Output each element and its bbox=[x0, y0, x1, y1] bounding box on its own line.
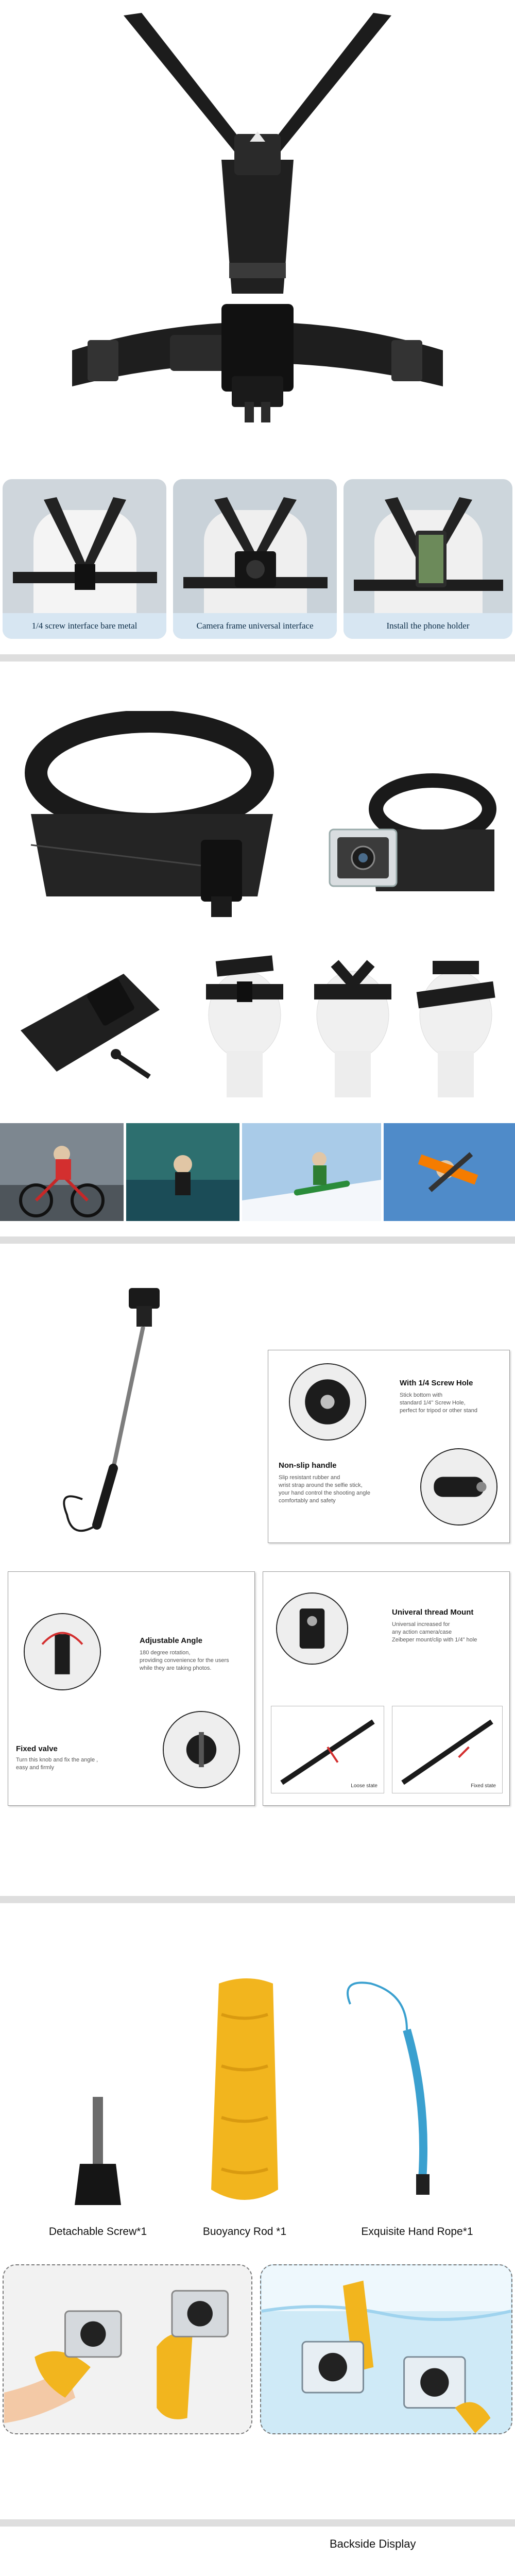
mannequin-front-photo bbox=[196, 953, 294, 1108]
activity-snowboard-photo bbox=[242, 1123, 381, 1221]
non-slip-detail-image bbox=[420, 1448, 497, 1526]
section-divider bbox=[0, 654, 515, 662]
thread-mount-panel bbox=[263, 1571, 510, 1806]
caption-strip bbox=[3, 613, 166, 639]
screw-hole-panel bbox=[268, 1350, 510, 1543]
non-slip-desc: Slip resistant rubber and wrist strap around the selfie stick, your hand control the shooting angle comfortably and safety bbox=[279, 1475, 370, 1504]
fixed-valve-detail-image bbox=[163, 1711, 240, 1788]
caption-text: Camera frame universal interface bbox=[196, 621, 314, 631]
adjustable-angle-title: Adjustable Angle bbox=[140, 1636, 202, 1645]
selfie-stick-photo bbox=[36, 1283, 191, 1551]
adjustable-angle-panel bbox=[8, 1571, 255, 1806]
accessory-label-hand-rope: Exquisite Hand Rope*1 bbox=[361, 2226, 473, 2238]
loose-state-image bbox=[271, 1706, 384, 1793]
activity-cycling-photo bbox=[0, 1123, 124, 1221]
caption-text: Install the phone holder bbox=[386, 621, 470, 631]
buoyancy-rod-photo bbox=[191, 1973, 299, 2215]
mannequin-side-photo bbox=[304, 953, 402, 1108]
thread-mount-title: Univeral thread Mount bbox=[392, 1608, 474, 1617]
screw-hole-title: With 1/4 Screw Hole bbox=[400, 1379, 473, 1387]
section-divider bbox=[0, 1896, 515, 1903]
activity-water-photo bbox=[126, 1123, 239, 1221]
adjustable-angle-desc: 180 degree rotation, providing convenience for the users while they are taking photos. bbox=[140, 1650, 229, 1671]
screw-hole-desc: Stick bottom with standard 1/4'' Screw Hole, perfect for tripod or other stand bbox=[400, 1392, 478, 1414]
float-handheld-photo bbox=[3, 2264, 252, 2434]
harness-photo-bare-metal bbox=[3, 479, 166, 639]
caption-strip bbox=[173, 613, 337, 639]
head-strap-with-camera-photo bbox=[314, 773, 500, 922]
thread-mount-detail-image bbox=[276, 1592, 348, 1665]
head-strap-photo bbox=[15, 711, 283, 933]
chest-harness-photo bbox=[52, 5, 464, 453]
thread-mount-desc: Universal increased for any action camera/case Zeibeper mount/clip with 1/4" hole bbox=[392, 1621, 477, 1643]
screw-hole-detail-image bbox=[289, 1363, 366, 1440]
harness-photo-phone-holder bbox=[344, 479, 512, 639]
fixed-state-image bbox=[392, 1706, 503, 1793]
activity-skydive-photo bbox=[384, 1123, 515, 1221]
accessory-label-screw: Detachable Screw*1 bbox=[48, 2226, 147, 2238]
mannequin-back-photo bbox=[407, 953, 505, 1108]
backside-display-title: Backside Display bbox=[330, 2537, 416, 2550]
backside-display-photo bbox=[242, 2563, 510, 2576]
fixed-state-label: Fixed state bbox=[471, 1783, 496, 1789]
float-underwater-photo bbox=[260, 2264, 512, 2434]
caption-strip bbox=[344, 613, 512, 639]
adjustable-angle-detail-image bbox=[24, 1613, 101, 1690]
section-divider bbox=[0, 2519, 515, 2527]
fixed-valve-title: Fixed valve bbox=[16, 1744, 58, 1753]
fixed-valve-desc: Turn this knob and fix the angle , easy and firmly bbox=[16, 1757, 98, 1771]
accessory-label-buoyancy-rod: Buoyancy Rod *1 bbox=[202, 2226, 287, 2238]
head-strap-flat-photo bbox=[10, 953, 175, 1097]
detachable-screw-photo bbox=[57, 2087, 139, 2215]
loose-state-label: Loose state bbox=[351, 1783, 377, 1789]
caption-text: 1/4 screw interface bare metal bbox=[31, 621, 138, 631]
section-divider bbox=[0, 1236, 515, 1244]
non-slip-title: Non-slip handle bbox=[279, 1461, 337, 1470]
harness-photo-camera-frame bbox=[173, 479, 337, 639]
hand-rope-photo bbox=[330, 1973, 484, 2215]
